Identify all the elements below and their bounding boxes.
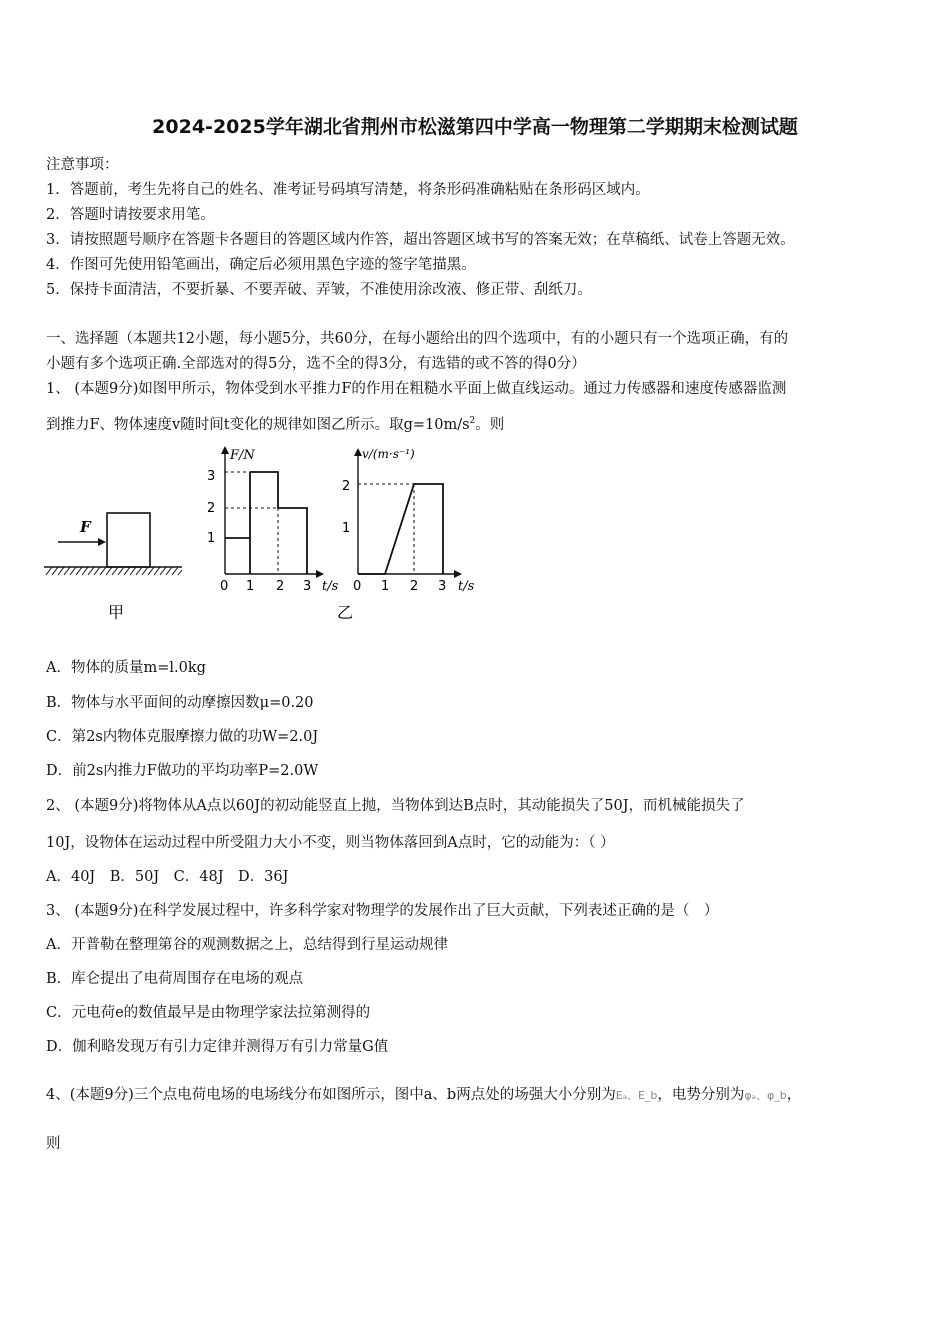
question-1-line-1: 1、 (本题9分)如图甲所示，物体受到水平推力F的作用在粗糙水平面上做直线运动。通过力传感器和速度传感器监测 bbox=[46, 381, 787, 397]
page-title: 2024-2025学年湖北省荆州市松滋第四中学高一物理第二学期期末检测试题 bbox=[152, 116, 798, 138]
field-strength-symbols: Eₐ、E_b bbox=[615, 1089, 658, 1102]
notes-item-3: 3．请按照题号顺序在答题卡各题目的答题区域内作答，超出答题区域书写的答案无效；在草稿纸、试卷上答题无效。 bbox=[46, 232, 795, 248]
question-3-option-b: B．库仑提出了电荷周围存在电场的观点 bbox=[46, 971, 304, 987]
block bbox=[107, 513, 150, 567]
question-1-line-2a: 到推力F、物体速度v随时间t变化的规律如图乙所示。取g=10m/s bbox=[46, 417, 470, 433]
notes-item-4: 4．作图可先使用铅笔画出，确定后必须用黑色字迹的签字笔描黑。 bbox=[46, 257, 476, 273]
graph-force-time bbox=[207, 446, 339, 594]
graph1-ytick-3: 3 bbox=[207, 469, 216, 484]
question-4-text-b: ，电势分别为 bbox=[657, 1087, 745, 1103]
notes-heading: 注意事项： bbox=[46, 157, 119, 173]
question-2-options: A．40J B．50J C．48J D．36J bbox=[46, 869, 289, 885]
question-1-line-2 bbox=[46, 413, 504, 434]
ground-hatching bbox=[46, 567, 182, 575]
graph2-xtick-3: 3 bbox=[438, 579, 447, 594]
force-label: F bbox=[80, 518, 91, 536]
graph2-velocity-line bbox=[358, 484, 443, 574]
graph1-force-line bbox=[225, 472, 307, 574]
graph1-ytick-2: 2 bbox=[207, 501, 216, 516]
notes-item-2: 2．答题时请按要求用笔。 bbox=[46, 207, 215, 223]
graph1-xtick-0: 0 bbox=[220, 579, 229, 594]
question-3-option-c: C．元电荷e的数值最早是由物理学家法拉第测得的 bbox=[46, 1005, 371, 1021]
question-4-text-a: 4、(本题9分)三个点电荷电场的电场线分布如图所示，图中a、b两点处的场强大小分别为 bbox=[46, 1087, 616, 1103]
question-1-superscript: 2 bbox=[469, 416, 476, 427]
graph2-xlabel: t/s bbox=[458, 579, 475, 594]
figure-label-jia: 甲 bbox=[108, 603, 125, 622]
graph1-ylabel: F/N bbox=[230, 448, 255, 463]
graph2-xtick-0: 0 bbox=[353, 579, 362, 594]
graph2-guide-lines bbox=[358, 484, 414, 574]
question-3-option-a: A．开普勒在整理第谷的观测数据之上，总结得到行星运动规律 bbox=[46, 937, 448, 953]
graph1-guide-lines bbox=[225, 472, 278, 574]
section-heading-line-2: 小题有多个选项正确.全部选对的得5分，选不全的得3分，有选错的或不答的得0分） bbox=[46, 356, 586, 372]
graph2-y-arrow bbox=[354, 448, 362, 456]
question-4-text-c: ， bbox=[786, 1087, 802, 1103]
notes-item-5: 5．保持卡面清洁，不要折暴、不要弄破、弄皱，不准使用涂改液、修正带、刮纸刀。 bbox=[46, 282, 592, 298]
graph2-ylabel: v/(m·s⁻¹) bbox=[362, 447, 415, 461]
question-1-figure bbox=[40, 440, 500, 630]
section-heading-line-1: 一、选择题（本题共12小题，每小题5分，共60分，在每小题给出的四个选项中，有的小题只有一个选项正确，有的 bbox=[46, 331, 789, 347]
question-1-line-2b: 。则 bbox=[475, 417, 505, 433]
figure-label-yi: 乙 bbox=[337, 603, 354, 622]
question-2-line-1: 2、 (本题9分)将物体从A点以60J的初动能竖直上抛，当物体到达B点时，其动能损失了50J，而机械能损失了 bbox=[46, 798, 745, 814]
graph1-xtick-3: 3 bbox=[303, 579, 312, 594]
notes-item-1: 1．答题前，考生先将自己的姓名、准考证号码填写清楚，将条形码准确粘贴在条形码区域内。 bbox=[46, 182, 650, 198]
force-arrow-head bbox=[98, 538, 106, 546]
graph2-ytick-2: 2 bbox=[342, 479, 351, 494]
graph2-xtick-2: 2 bbox=[410, 579, 419, 594]
question-1-option-b: B．物体与水平面间的动摩擦因数μ=0.20 bbox=[46, 695, 314, 711]
figure-jia bbox=[44, 513, 182, 622]
question-1-option-c: C．第2s内物体克服摩擦力做的功W=2.0J bbox=[46, 729, 319, 745]
graph1-xtick-2: 2 bbox=[276, 579, 285, 594]
graph2-x-arrow bbox=[454, 570, 462, 578]
question-4-line-1 bbox=[46, 1083, 801, 1104]
graph2-ytick-1: 1 bbox=[342, 521, 351, 536]
question-4-line-2: 则 bbox=[46, 1136, 61, 1152]
question-1-option-d: D．前2s内推力F做功的平均功率P=2.0W bbox=[46, 763, 319, 779]
graph1-y-arrow bbox=[221, 446, 229, 454]
graph1-x-arrow bbox=[316, 570, 324, 578]
question-3-line-1: 3、 (本题9分)在科学发展过程中，许多科学家对物理学的发展作出了巨大贡献，下列表述正确的是（ ） bbox=[46, 903, 719, 919]
graph2-xtick-1: 1 bbox=[381, 579, 390, 594]
potential-symbols: φₐ、φ_b bbox=[744, 1089, 787, 1102]
graph1-ytick-1: 1 bbox=[207, 531, 216, 546]
question-1-option-a: A．物体的质量m=l.0kg bbox=[46, 660, 206, 676]
graph1-xtick-1: 1 bbox=[246, 579, 255, 594]
graph-velocity-time bbox=[337, 447, 475, 622]
question-2-line-2: 10J，设物体在运动过程中所受阻力大小不变，则当物体落回到A点时，它的动能为：（ ） bbox=[46, 835, 615, 851]
question-3-option-d: D．伽利略发现万有引力定律并测得万有引力常量G值 bbox=[46, 1039, 389, 1055]
graph1-xlabel: t/s bbox=[322, 579, 339, 594]
